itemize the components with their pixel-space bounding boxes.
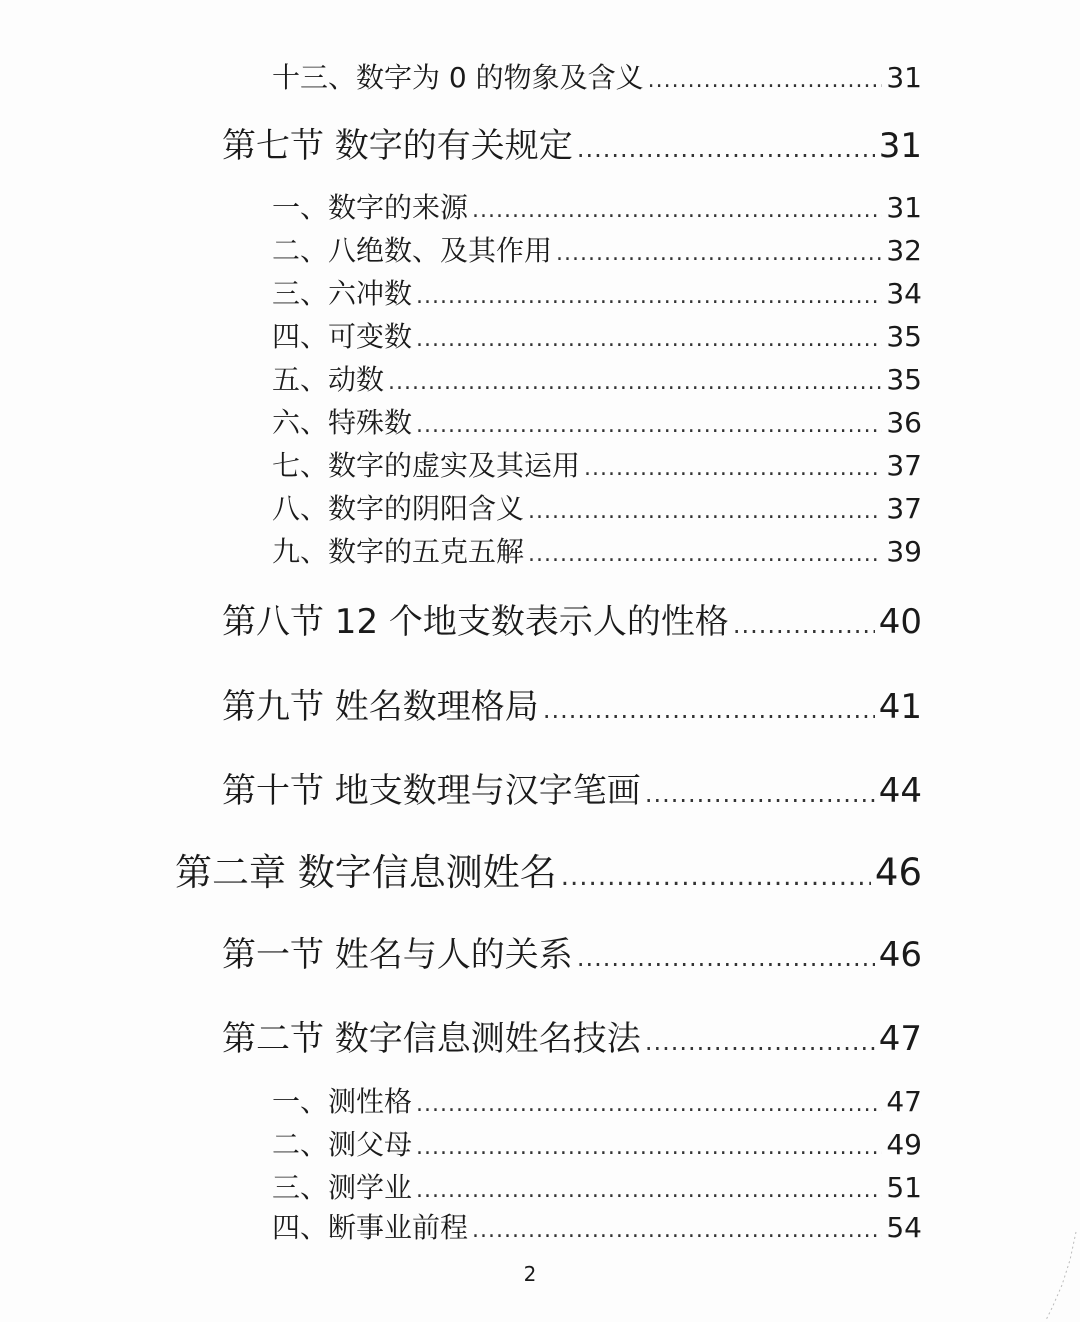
toc-dot-leader (416, 1092, 882, 1117)
toc-entry-title: 一、数字的来源 (272, 191, 469, 224)
toc-entry (272, 1080, 922, 1120)
toc-entry-title: 三、六冲数 (272, 277, 413, 310)
toc-dot-leader (416, 284, 882, 309)
toc-dot-leader (645, 1028, 875, 1056)
toc-entry (272, 315, 922, 355)
toc-entry-page: 49 (886, 1128, 922, 1161)
toc-dot-leader (528, 542, 882, 567)
toc-entry-title: 第一节 姓名与人的关系 (222, 935, 573, 975)
toc-dot-leader (416, 1135, 882, 1160)
toc-entry-page: 54 (886, 1211, 922, 1244)
toc-entry-page: 44 (878, 771, 922, 811)
toc-dot-leader (528, 499, 882, 524)
toc-entry-title: 第二章 数字信息测姓名 (175, 851, 557, 894)
toc-entry-page: 46 (878, 935, 922, 975)
toc-entry-title: 六、特殊数 (272, 406, 413, 439)
toc-entry-page: 37 (886, 449, 922, 482)
toc-entry (272, 358, 922, 398)
toc-entry-title: 九、数字的五克五解 (272, 535, 525, 568)
toc-entry (272, 487, 922, 527)
toc-dot-leader (416, 327, 882, 352)
toc-entry-page: 31 (886, 191, 922, 224)
toc-entry (272, 229, 922, 269)
toc-entry-page: 31 (886, 61, 922, 94)
toc-entry-page: 31 (878, 126, 922, 166)
toc-entry (272, 1166, 922, 1206)
toc-dot-leader (645, 780, 875, 808)
toc-entry-page: 36 (886, 406, 922, 439)
toc-entry-title: 二、测父母 (272, 1128, 413, 1161)
toc-entry (222, 1011, 922, 1060)
toc-dot-leader (561, 862, 871, 892)
toc-entry-page: 47 (886, 1085, 922, 1118)
toc-entry-title: 八、数字的阴阳含义 (272, 492, 525, 525)
toc-entry-title: 五、动数 (272, 363, 385, 396)
toc-entry (272, 1206, 922, 1246)
toc-entry-page: 39 (886, 535, 922, 568)
scan-artifact (1040, 1230, 1080, 1322)
toc-entry-title: 第七节 数字的有关规定 (222, 126, 573, 166)
toc-entry-title: 第十节 地支数理与汉字笔画 (222, 771, 641, 811)
toc-dot-leader (388, 370, 882, 395)
toc-entry-title: 四、可变数 (272, 320, 413, 353)
toc-entry-page: 46 (874, 851, 922, 894)
toc-dot-leader (556, 241, 882, 266)
toc-entry (222, 118, 922, 167)
toc-entry (222, 927, 922, 976)
toc-dot-leader (648, 68, 883, 93)
toc-entry (222, 763, 922, 812)
toc-entry (222, 594, 922, 643)
toc-entry (272, 530, 922, 570)
toc-entry-page: 37 (886, 492, 922, 525)
page-number: 2 (523, 1262, 537, 1286)
toc-entry-title: 七、数字的虚实及其运用 (272, 449, 581, 482)
toc-entry-title: 二、八绝数、及其作用 (272, 234, 553, 267)
toc-dot-leader (416, 1178, 882, 1203)
toc-entry (272, 272, 922, 312)
toc-entry-title: 十三、数字为 0 的物象及含义 (272, 61, 644, 94)
toc-entry (272, 1123, 922, 1163)
toc-entry-title: 三、测学业 (272, 1171, 413, 1204)
toc-entry-page: 47 (878, 1019, 922, 1059)
toc-entry-page: 34 (886, 277, 922, 310)
toc-entry-page: 35 (886, 320, 922, 353)
toc-entry (175, 842, 922, 896)
toc-entry-page: 41 (878, 687, 922, 727)
toc-entry (272, 56, 922, 96)
toc-entry-title: 第二节 数字信息测姓名技法 (222, 1019, 641, 1059)
toc-dot-leader (733, 611, 875, 639)
toc-dot-leader (577, 135, 875, 163)
toc-dot-leader (416, 413, 882, 438)
toc-dot-leader (472, 198, 882, 223)
toc-entry (222, 679, 922, 728)
toc-dot-leader (543, 696, 875, 724)
toc-entry (272, 186, 922, 226)
toc-dot-leader (584, 456, 882, 481)
toc-entry-title: 一、测性格 (272, 1085, 413, 1118)
toc-entry-title: 第八节 12 个地支数表示人的性格 (222, 602, 729, 642)
toc-entry-page: 40 (878, 602, 922, 642)
toc-entry-title: 四、断事业前程 (272, 1211, 469, 1244)
toc-entry-page: 51 (886, 1171, 922, 1204)
toc-dot-leader (577, 944, 875, 972)
toc-dot-leader (472, 1218, 882, 1243)
toc-entry-page: 35 (886, 363, 922, 396)
toc-entry (272, 401, 922, 441)
toc-entry-title: 第九节 姓名数理格局 (222, 687, 539, 727)
toc-entry (272, 444, 922, 484)
toc-entry-page: 32 (886, 234, 922, 267)
